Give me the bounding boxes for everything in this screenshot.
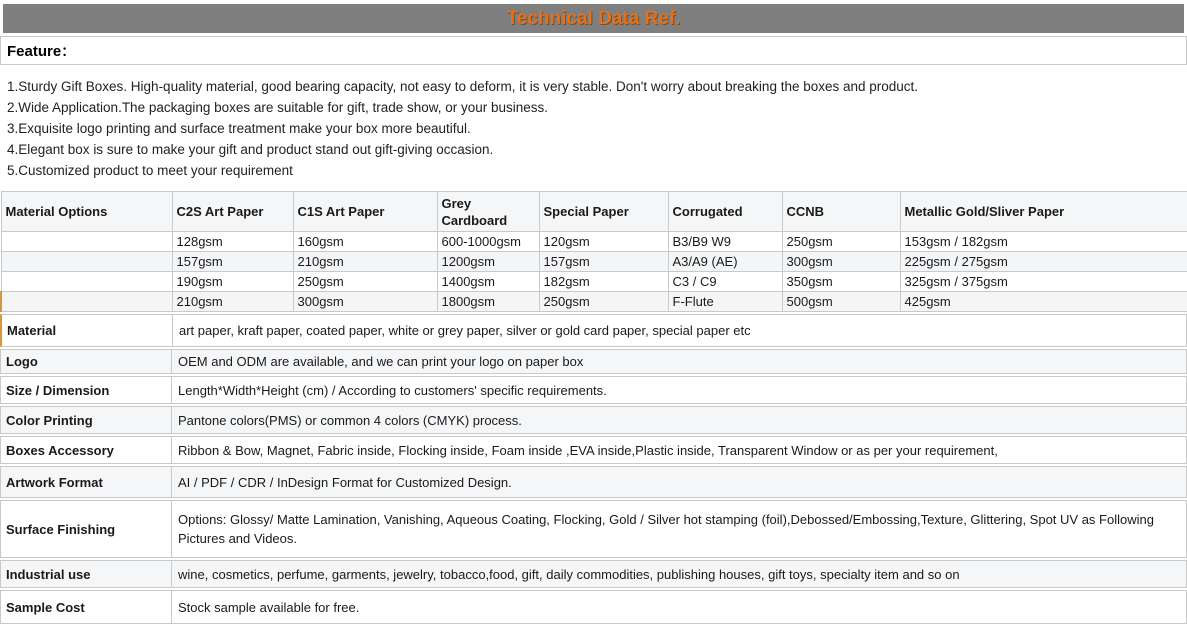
table-cell: C3 / C9 [668,272,782,292]
spec-label: Sample Cost [1,591,172,623]
feature-item: 2.Wide Application.The packaging boxes are suitable for gift, trade show, or your business. [7,100,549,115]
feature-heading-box [0,36,1187,65]
spec-row-logo [0,349,1187,374]
spec-row-material [0,314,1187,347]
spec-row-boxes-accessory [0,436,1187,464]
table-row [1,272,1187,292]
spec-value: Stock sample available for free. [178,599,360,615]
spec-value: Options: Glossy/ Matte Lamination, Vanishing, Aqueous Coating, Flocking, Gold / Silver hot stamping (foil),Debossed/Embossing,Texture, Glittering, Spot UV as Following Pictures and Videos. [178,512,1154,546]
table-cell: 160gsm [293,232,437,252]
spec-label: Color Printing [1,407,172,433]
table-cell: B3/B9 W9 [668,232,782,252]
table-cell: 157gsm [539,252,668,272]
table-cell: 250gsm [539,292,668,312]
table-cell: 1200gsm [437,252,539,272]
table-cell: 425gsm [900,292,1187,312]
column-header: Corrugated [668,192,782,232]
feature-item: 4.Elegant box is sure to make your gift and product stand out gift-giving occasion. [7,142,494,157]
spec-label: Material [2,315,173,346]
spec-row-size-dimension [0,376,1187,404]
spec-label: Surface Finishing [1,501,172,557]
table-cell [1,252,172,272]
table-cell: 210gsm [293,252,437,272]
spec-value: Pantone colors(PMS) or common 4 colors (CMYK) process. [178,412,522,428]
table-header-row [1,192,1187,232]
spec-row-sample-cost [0,590,1187,624]
column-header: Metallic Gold/Sliver Paper [900,192,1187,232]
spec-label: Logo [1,350,172,373]
spec-value: Length*Width*Height (cm) / According to customers' specific requirements. [178,382,607,398]
table-cell [1,232,172,252]
table-row [1,252,1187,272]
table-cell: A3/A9 (AE) [668,252,782,272]
spec-row-industrial-use [0,560,1187,588]
table-cell: 128gsm [172,232,293,252]
table-row [1,292,1187,312]
spec-label: Boxes Accessory [1,437,172,463]
spec-value: art paper, kraft paper, coated paper, white or grey paper, silver or gold card paper, special paper etc [179,323,751,338]
feature-item: 3.Exquisite logo printing and surface treatment make your box more beautiful. [7,121,471,136]
spec-row-surface-finishing [0,500,1187,558]
feature-heading: Feature： [7,43,77,60]
table-cell: F-Flute [668,292,782,312]
table-cell: 300gsm [782,252,900,272]
table-cell: 500gsm [782,292,900,312]
table-cell: 190gsm [172,272,293,292]
spec-label: Size / Dimension [1,377,172,403]
table-cell: 300gsm [293,292,437,312]
title-bar [3,4,1184,33]
materials-table [0,191,1187,312]
table-cell: 182gsm [539,272,668,292]
table-cell: 210gsm [172,292,293,312]
table-cell [1,292,172,312]
spec-value: wine, cosmetics, perfume, garments, jewelry, tobacco,food, gift, daily commodities, publishing houses, gift toys, specialty item and so on [178,566,960,582]
spec-value: AI / PDF / CDR / InDesign Format for Customized Design. [178,474,512,490]
table-cell: 350gsm [782,272,900,292]
spec-value: Ribbon & Bow, Magnet, Fabric inside, Flocking inside, Foam inside ,EVA inside,Plastic inside, Transparent Window or as per your requirement, [178,442,998,458]
table-cell: 325gsm / 375gsm [900,272,1187,292]
spec-section [0,314,1187,624]
table-cell: 1800gsm [437,292,539,312]
feature-item: 5.Customized product to meet your requirement [7,163,293,178]
spec-label: Artwork Format [1,467,172,497]
table-cell: 120gsm [539,232,668,252]
table-cell: 250gsm [293,272,437,292]
page-title: Technical Data Ref. [506,8,681,29]
spec-value: OEM and ODM are available, and we can print your logo on paper box [178,354,584,369]
spec-row-color-printing [0,406,1187,434]
table-cell: 250gsm [782,232,900,252]
column-header: Material Options [1,192,172,232]
feature-list [0,65,1187,191]
table-row [1,232,1187,252]
spec-label: Industrial use [1,561,172,587]
column-header: CCNB [782,192,900,232]
table-cell: 153gsm / 182gsm [900,232,1187,252]
column-header: C1S Art Paper [293,192,437,232]
column-header: C2S Art Paper [172,192,293,232]
feature-item: 1.Sturdy Gift Boxes. High-quality material, good bearing capacity, not easy to deform, it is very stable. Don't worry about breaking the boxes and product. [7,79,919,94]
table-cell: 157gsm [172,252,293,272]
table-cell [1,272,172,292]
table-cell: 1400gsm [437,272,539,292]
table-cell: 600-1000gsm [437,232,539,252]
table-cell: 225gsm / 275gsm [900,252,1187,272]
spec-row-artwork-format [0,466,1187,498]
column-header: Special Paper [539,192,668,232]
column-header: Grey Cardboard [437,192,539,232]
